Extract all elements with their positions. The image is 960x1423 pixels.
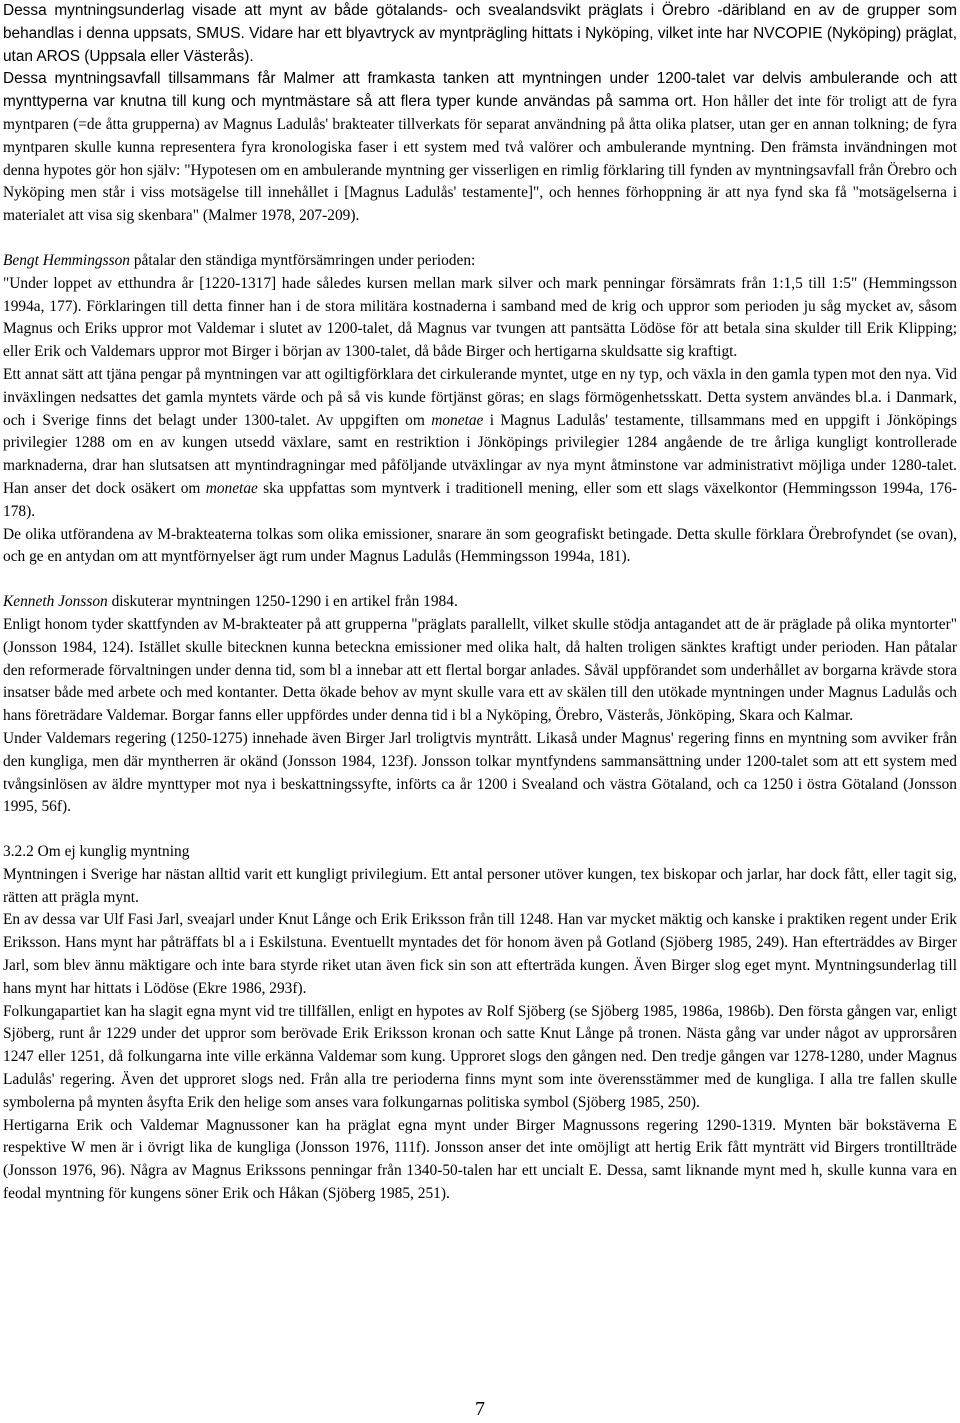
page-number: 7 [475,1398,485,1420]
lead-text: påtalar den ständiga myntförsämringen under perioden: [129,251,476,269]
author-name: Kenneth Jonsson [3,593,108,611]
latin-term: monetae [205,479,258,497]
document-page [3,0,957,1206]
jonsson-paragraph-1: Enligt honom tyder skattfynden av M-brakteater på att grupperna "präglats parallellt, vilket skulle stödja antagandet att de är präglade på olika myntorter" (Jonsson 1984, 124). Istället skulle bitecknen kunna beteckna emissioner med olika halt, då halten troligen sänktes kraftigt under perioden. Han påtalar den reformerade förvaltningen under denna tid, som bl a innebar att ett flertal borgar anlades. Såväl uppförandet som underhållet av borgarna krävde stora insatser både med arbete och med kontanter. Detta ökade behov av mynt skulle vara ett av skälen till den utökade myntningen under Magnus Ladulås och hans företrädare Valdemar. Borgar fanns eller uppfördes under denna tid i bl a Nyköping, Örebro, Västerås, Jönköping, Skara och Kalmar. [3,615,957,725]
spacer [3,819,957,841]
section-heading: 3.2.2 Om ej kunglig myntning [3,843,190,861]
paragraph-text: i Magnus Ladulås' testamente, tillsammans med en uppgift i Jönköpings privilegier 1288 om en av kungen utsedd växlare, samt en restriktion i Jönköpings privilegier 1284 angående de tre årliga kungligt kontrollerade marknaderna, drar han slutsatsen att myntindragningar med påföljande utväxlingar av nya mynt åtminstone var administrativt möjliga under 1280-talet. Han anser det dock osäkert om [3,411,957,497]
section-paragraph-4: Hertigarna Erik och Valdemar Magnussoner kan ha präglat egna mynt under Birger Magnussons regering 1290-1319. Mynten bär bokstäverna E respektive W men är i övrigt lika de kungliga (Jonsson 1976, 111f). Jonsson anser det inte omöjligt att hertig Erik fått mynträtt vid Birgers trontillträde (Jonsson 1976, 96). Några av Magnus Erikssons penningar från 1340-50-talen har ett uncialt E. Dessa, samt liknande mynt med h, skulle kunna vara en feodal myntning för kungens söner Erik och Håkan (Sjöberg 1985, 251). [3,1116,957,1203]
intro-text-sans-2: Dessa myntningsavfall tillsammans får Malmer att framkasta tanken att myntningen under 1200-talet var delvis ambulerande och att mynttyperna var knutna till kung och myntmästare så att flera typer kunde användas på samma ort. [3,70,957,111]
spacer [3,569,957,591]
hemmingsson-lead [3,250,957,273]
section-paragraph-2: En av dessa var Ulf Fasi Jarl, sveajarl under Knut Långe och Erik Eriksson från till 1248. Han var mycket mäktig och kanske i praktiken regent under Erik Eriksson. Hans mynt har påträffats bl a i Eskilstuna. Eventuellt myntades det för honom även på Gotland (Sjöberg 1985, 249). Han efterträddes av Birger Jarl, som blev ännu mäktigare och inte bara styrde riket utan även fick sin son att efterträda kungen. Även Birger slog eget mynt. Myntningsunderlag till hans mynt har hittats i Lödöse (Ekre 1986, 293f). [3,911,957,997]
section-paragraph-3: Folkungapartiet kan ha slagit egna mynt vid tre tillfällen, enligt en hypotes av Rolf Sjöberg (se Sjöberg 1985, 1986a, 1986b). Den första gången var, enligt Sjöberg, runt år 1229 under det uppror som berövade Erik Eriksson kronan och satte Knut Långe på tronen. Nästa gång var under något av upprorsåren 1247 eller 1251, då folkungarna inte ville erkänna Valdemar som kung. Upproret slogs den gången ned. Den tredje gången var 1278-1280, under Magnus Ladulås' regering. Även det upproret slogs ned. Från alla tre perioderna finns mynt som inte överensstämmer med de kungliga. I alla tre fallen skulle symbolerna på mynten åsyfta Erik den helige som anses vara folkungarnas politiska symbol (Sjöberg 1985, 250). [3,1002,957,1111]
spacer [3,228,957,250]
hemmingsson-paragraph-3: De olika utförandena av M-brakteaterna tolkas som olika emissioner, snarare än som geografiskt betingade. Detta skulle förklara Örebrofyndet (se ovan), och ge en antydan om att myntförnyelser ägt rum under Magnus Ladulås (Hemmingsson 1994a, 181). [3,525,957,566]
intro-text-sans: Dessa myntningsunderlag visade att mynt av både götalands- och svealandsvikt präglats i Örebro -däribland en av de grupper som behandlas i denna uppsats, SMUS. Vidare har ett blyavtryck av myntprägling hittats i Nyköping, vilket inte har NVCOPIE (Nyköping) präglat, utan AROS (Uppsala eller Västerås). [3,2,957,65]
section-paragraph-1: Myntningen i Sverige har nästan alltid varit ett kungligt privilegium. Ett antal personer utöver kungen, tex biskopar och jarlar, har dock fått, eller tagit sig, rätten att prägla mynt. [3,865,957,906]
hemmingsson-paragraph-2 [3,364,957,524]
author-name: Bengt Hemmingsson [3,251,130,269]
intro-text-serif: Hon håller det inte för troligt att de fyra myntparen (=de åtta grupperna) av Magnus Ladulås' brakteater tillverkats för separat användning på åtta olika platser, utan ger en annan tolkning; de fyra myntparen skulle kunna representera fyra kronologiska faser i ett system med två valörer och ambulerande myntning. Den främsta invändningen mot denna hypotes gör hon själv: "Hypotesen om en ambulerande myntning ger visserligen en rimlig förklaring till fynden av myntningsavfall från Örebro och Nyköping men står i viss motsägelse till innehållet i [Magnus Ladulås' testamente]", och hennes förhoppning är att nya fynd ska få "motsägelserna i materialet att visa sig skenbara" (Malmer 1978, 207-209). [3,93,957,225]
intro-paragraph [3,0,957,228]
jonsson-paragraph-2: Under Valdemars regering (1250-1275) innehade även Birger Jarl troligtvis myntrått. Likaså under Magnus' regering finns en myntning som avviker från den kungliga, men där myntherren är okänd (Jonsson 1984, 123f). Jonsson tolkar myntfyndens sammansättning under 1200-talet som att ett system med tvångsinlösen av äldre mynttyper mot nya i beskattningssyfte, införts ca år 1200 i Svealand och västra Götaland, och ca 1250 i östra Götaland (Jonsson 1995, 56f). [3,729,957,816]
paragraph-text: Ett annat sätt att tjäna pengar på myntningen var att ogiltigförklara det cirkulerande myntet, utge en ny typ, och växla in den gamla typen mot den nya. Vid inväxlingen nedsattes det gamla myntets värde och på så vis kunde förtjänst göras; en slags förmögenhetsskatt. Detta system användes bl.a. i Danmark, och i Sverige finns det belagt under 1300-talet. Av uppgiften om [3,365,957,429]
paragraph-text: ska uppfattas som myntverk i traditionell mening, eller som ett slags växelkontor (Hemmingsson 1994a, 176-178). [3,479,958,520]
latin-term: monetae [431,411,484,429]
lead-text: diskuterar myntningen 1250-1290 i en artikel från 1984. [107,593,458,611]
jonsson-lead [3,591,957,614]
hemmingsson-paragraph-1: "Under loppet av etthundra år [1220-1317] hade således kursen mellan mark silver och mark penningar försämrats från 1:1,5 till 1:5" (Hemmingsson 1994a, 177). Förklaringen till detta finner han i de stora militära kostnaderna i samband med de krig och uppror som perioden ju såg mycket av, såsom Magnus och Eriks uppror mot Valdemar i slutet av 1200-talet, då Magnus var tvungen att pantsätta Lödöse för att betala sina skulder till Erik Klipping; eller Erik och Valdemars uppror mot Birger i början av 1300-talet, då både Birger och hertigarna skuldsatte sig kraftigt. [3,274,957,361]
